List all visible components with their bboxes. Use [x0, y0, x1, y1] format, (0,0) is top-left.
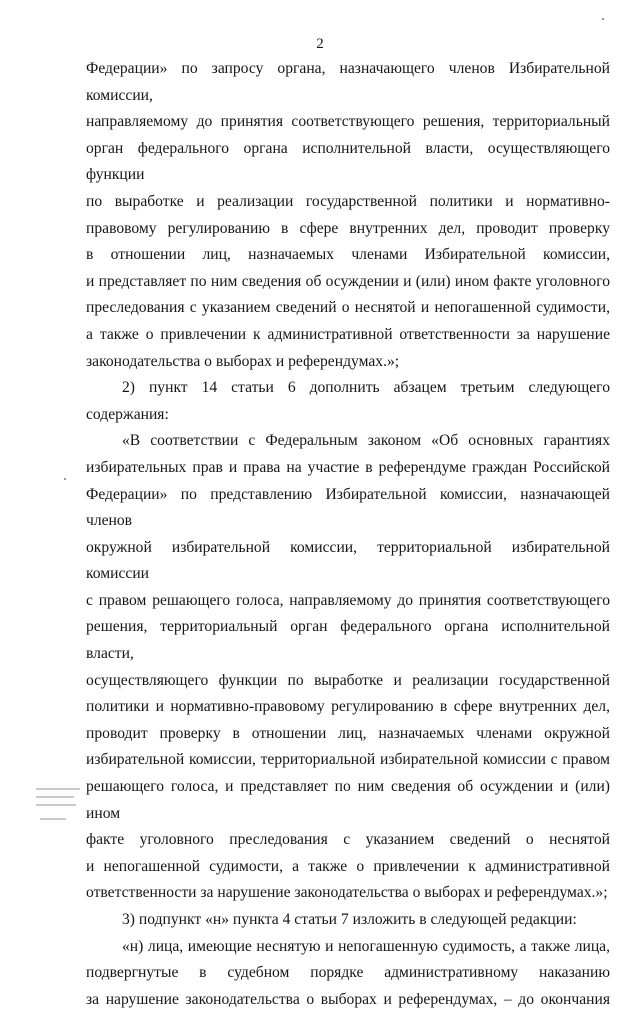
paragraph-continuation — [86, 56, 610, 375]
text-line: Федерации» по представлению Избирательной комиссии, назначающей членов — [86, 485, 610, 530]
scan-speck — [602, 18, 604, 20]
text-line: избирательной комиссии, территориальной избирательной комиссии с правом — [86, 751, 610, 769]
text-line: по выработке и реализации государственной политики и нормативно- — [86, 192, 610, 210]
text-line: решения, территориальный орган федерального органа исполнительной власти, — [86, 618, 610, 663]
text-line: «В соответствии с Федеральным законом «Об основных гарантиях — [122, 432, 610, 450]
scan-speck — [64, 478, 66, 480]
text-line: преследования с указанием сведений о неснятой и непогашенной судимости, — [86, 299, 610, 317]
page-number: 2 — [316, 36, 324, 52]
text-line: ответственности за нарушение законодательства о выборах и референдумах.»; — [86, 884, 608, 902]
text-line: 2) пункт 14 статьи 6 дополнить абзацем третьим следующего содержания: — [86, 379, 610, 423]
text-line: и непогашенной судимости, а также о привлечении к административной — [86, 857, 610, 875]
paragraph-item-3 — [86, 907, 610, 934]
scan-margin-mark — [36, 804, 76, 806]
text-line: а также о привлечении к административной ответственности за нарушение — [86, 325, 610, 343]
text-line: решающего голоса, и представляет по ним сведения об осуждении и (или) ином — [86, 778, 610, 822]
document-body — [86, 56, 610, 1013]
paragraph-subitem-n — [86, 934, 610, 1013]
paragraph-item-2 — [86, 375, 610, 428]
text-line: направляемому до принятия соответствующего решения, территориальный — [86, 113, 610, 131]
paragraph-quoted-amendment — [86, 428, 610, 907]
text-line: проводит проверку в отношении лиц, назначаемых членами окружной — [86, 724, 610, 742]
text-line: в отношении лиц, назначаемых членами Избирательной комиссии, — [86, 246, 610, 264]
text-line: политики и нормативно-правовому регулированию в сфере внутренних дел, — [86, 698, 610, 716]
text-line: Федерации» по запросу органа, назначающего членов Избирательной комиссии, — [86, 60, 610, 104]
text-line: избирательных прав и права на участие в референдуме граждан Российской — [86, 458, 610, 476]
text-line: и представляет по ним сведения об осуждении и (или) ином факте уголовного — [86, 272, 610, 290]
text-line: правовому регулированию в сфере внутренних дел, проводит проверку — [86, 219, 610, 237]
text-line: факте уголовного преследования с указанием сведений о неснятой — [86, 831, 610, 849]
scan-margin-mark — [36, 796, 74, 798]
text-line: законодательства о выборах и референдумах.»; — [86, 352, 400, 370]
text-line: с правом решающего голоса, направляемому до принятия соответствующего — [86, 591, 610, 609]
text-line: окружной избирательной комиссии, территориальной избирательной комиссии — [86, 538, 610, 583]
text-line: орган федерального органа исполнительной власти, осуществляющего функции — [86, 139, 610, 184]
text-line: подвергнутые в судебном порядке административному наказанию — [86, 964, 610, 982]
text-line: 3) подпункт «н» пункта 4 статьи 7 изложить в следующей редакции: — [122, 911, 577, 928]
text-line: за нарушение законодательства о выборах и референдумах, – до окончания — [86, 990, 610, 1008]
scan-margin-mark — [40, 818, 66, 820]
text-line: осуществляющего функции по выработке и реализации государственной — [86, 671, 610, 689]
scan-margin-mark — [36, 788, 80, 790]
text-line: «н) лица, имеющие неснятую и непогашенную судимость, а также лица, — [122, 937, 610, 955]
